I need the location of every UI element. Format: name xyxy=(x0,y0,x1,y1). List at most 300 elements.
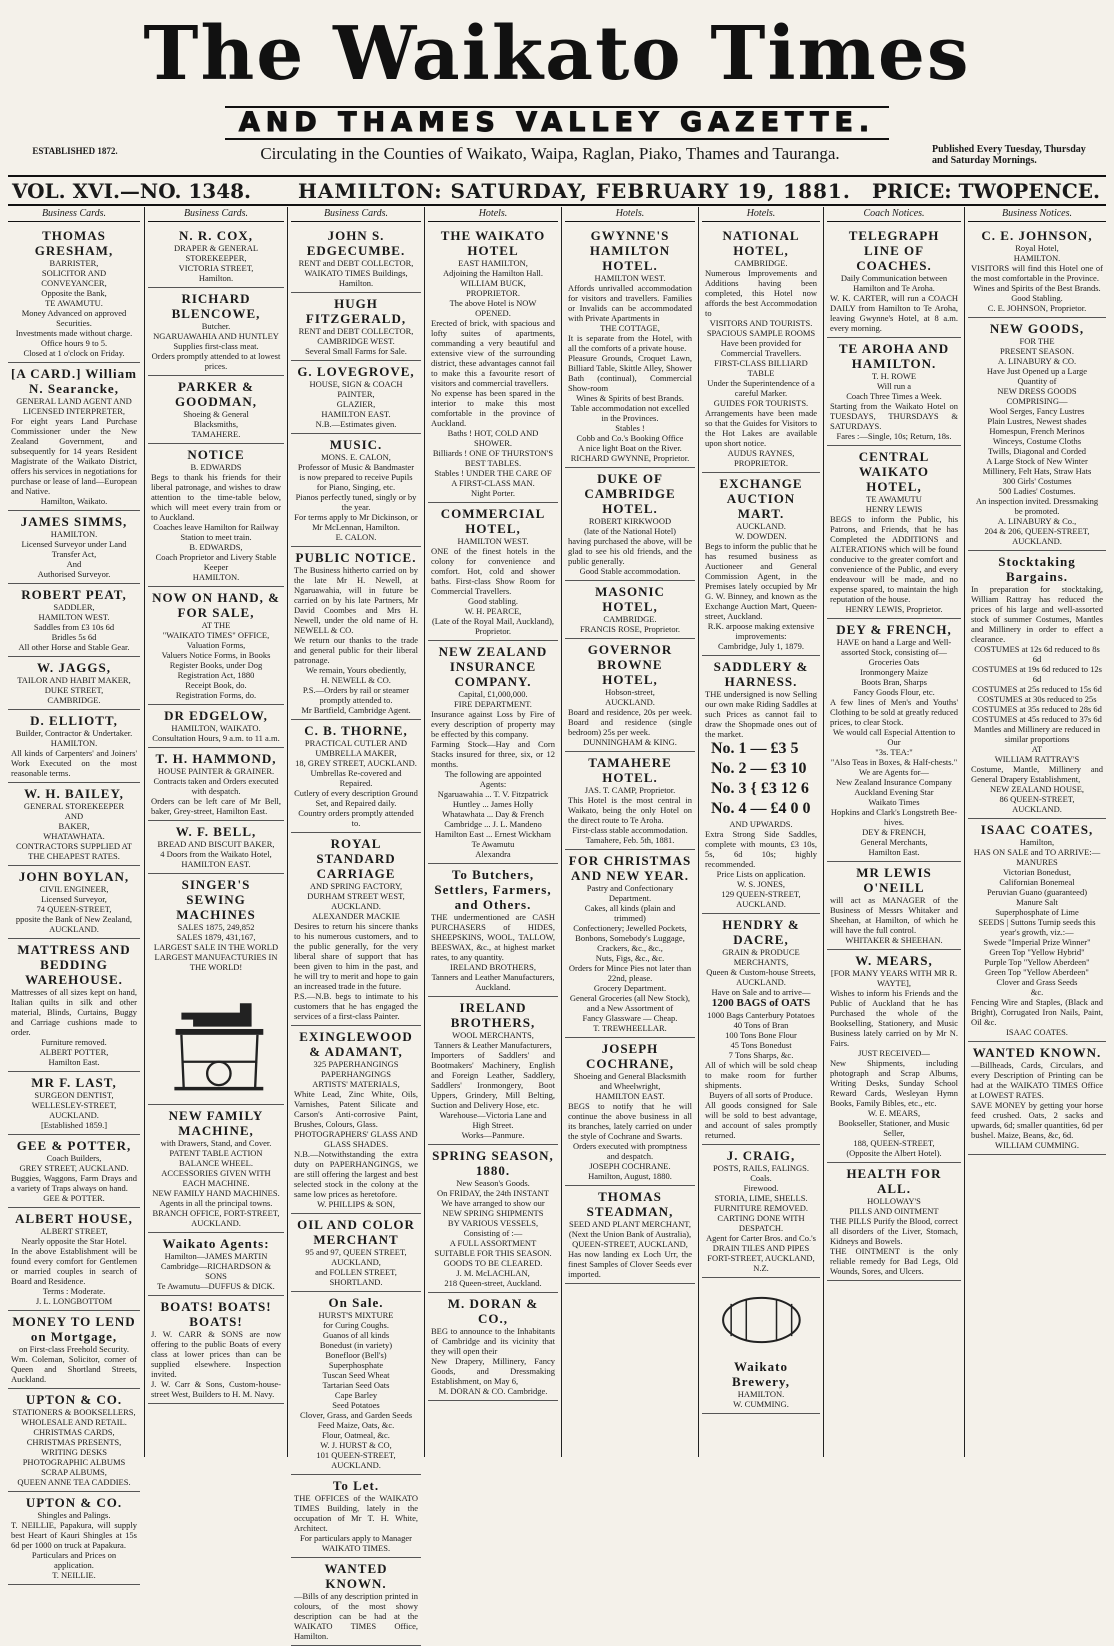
advertisement-line: HAVE on hand a Large and Well-assorted Stock, consisting of— xyxy=(836,637,952,657)
advertisement-line: SURGEON DENTIST, xyxy=(34,1090,114,1100)
advertisement-line: Buggies, Waggons, Farm Drays and a variety of Traps always on hand. xyxy=(11,1173,137,1193)
advertisement xyxy=(291,720,421,833)
advertisement-line: HAS ON SALE and TO ARRIVE:— xyxy=(973,847,1101,857)
advertisement-line: Hamilton. xyxy=(198,273,234,283)
advertisement-line: Agents in all the principal towns. xyxy=(159,1198,273,1208)
advertisement xyxy=(968,1042,1106,1155)
advertisement-line: AUDUS RAYNES, xyxy=(727,448,795,458)
advertisement-line: Investments made without charge. xyxy=(15,328,133,338)
advertisement-line: We are Agents for— xyxy=(859,767,929,777)
advertisement-line: Opposite the Bank, xyxy=(41,288,107,298)
advertisement-line: General Merchants, xyxy=(860,837,928,847)
column-heading: Business Cards. xyxy=(8,207,140,222)
advertisement-line: CAMBRIDGE WEST. xyxy=(317,336,395,346)
advertisement-line: Have on Sale and to arrive— xyxy=(711,987,811,997)
column-3 xyxy=(291,207,421,1641)
advertisement xyxy=(148,1233,284,1296)
advertisement-line: Hamilton, Waikato. xyxy=(40,496,108,506)
advertisement-line: A nice light Boat on the River. xyxy=(578,443,682,453)
advertisement-line: TAMAHERE. xyxy=(191,429,241,439)
advertisement-line: WOOL MERCHANTS, xyxy=(452,1030,534,1040)
rule-top xyxy=(8,175,1106,177)
advertisement-line: Saddles from £3 10s 6d xyxy=(33,622,115,632)
advertisement-line: Nearly opposite the Star Hotel. xyxy=(21,1236,127,1246)
advertisement-line: Daily Communication between Hamilton and Te Aroha. xyxy=(840,273,948,293)
advertisement-line: 1200 BAGS of OATS xyxy=(711,997,811,1009)
advertisement-line: having purchased the above, will be glad to see his old friends, and the public generally. xyxy=(568,536,692,566)
advertisement-line: Seed Potatoes xyxy=(332,1400,380,1410)
advertisement-line: GREY STREET, AUCKLAND. xyxy=(19,1163,129,1173)
advertisement-line: FIRST-CLASS BILLIARD TABLE xyxy=(714,358,808,378)
subtitle-text: AND THAMES VALLEY GAZETTE. xyxy=(225,106,889,140)
advertisement-title: ROBERT PEAT, xyxy=(21,587,127,602)
advertisement-line: Wishes to inform his Friends and the Public of Auckland that he has Purchased the whole of the Bookselling, Stationery, and Music Business lately carried on by Mr N. Fairs. xyxy=(830,988,958,1048)
advertisement-line: Fencing Wire and Staples, (Black and Bright), Corrugated Iron Nails, Paint, Oil &c. xyxy=(971,997,1103,1027)
advertisement-line: GENERAL STOREKEEPER xyxy=(23,801,125,811)
advertisement-line: C. E. JOHNSON, Proprietor. xyxy=(987,303,1087,313)
column-divider xyxy=(144,207,145,1457)
advertisement-line: Homespun, French Merinos xyxy=(989,426,1085,436)
advertisement-title: COMMERCIAL HOTEL, xyxy=(440,506,546,536)
publication-days: Published Every Tuesday, Thursday and Saturday Mornings. xyxy=(932,144,1086,166)
advertisement-title: NEW FAMILY MACHINE, xyxy=(168,1108,264,1138)
advertisement-line: THE COTTAGE, xyxy=(600,323,660,333)
advertisement-line: Guanos of all kinds xyxy=(322,1330,390,1340)
advertisement-title: TELEGRAPH LINE OF COACHES. xyxy=(848,228,940,273)
advertisement-line: In the above Establishment will be found every comfort for Gentlemen or married couples in search of Board and Residence. xyxy=(11,1246,137,1286)
advertisement-line: Bonedust (in variety) xyxy=(319,1340,393,1350)
advertisement-line: STORIA, LIME, SHELLS. xyxy=(714,1193,808,1203)
advertisement-line: A Large Stock of New Winter Millinery, Felt Hats, Straw Hats xyxy=(982,456,1092,476)
column-heading: Hotels. xyxy=(702,207,820,222)
advertisement-line: NEW DRESS GOODS xyxy=(997,386,1077,396)
advertisement-line: Valuers Notice Forms, in Books xyxy=(161,650,271,660)
advertisement-line: Terms : Moderate. xyxy=(42,1286,106,1296)
advertisement-line: Peruvian Guano (guaranteed) xyxy=(986,887,1088,897)
advertisement-title: UPTON & CO. xyxy=(25,1392,123,1407)
advertisement-line: "3s. TEA:" xyxy=(875,747,913,757)
advertisement-line: DUNNINGHAM & KING. xyxy=(583,737,677,747)
advertisement xyxy=(827,446,961,619)
advertisement-line: JUST RECEIVED— xyxy=(858,1048,930,1058)
advertisement xyxy=(565,850,695,1038)
advertisement-title: GEE & POTTER, xyxy=(16,1138,132,1153)
advertisement-line: R.K. arpoose making extensive improvements: xyxy=(707,621,815,641)
advertisement-line: Office hours 9 to 5. xyxy=(40,338,108,348)
advertisement-line: On FRIDAY, the 24th INSTANT xyxy=(437,1188,549,1198)
advertisement xyxy=(8,1492,140,1585)
advertisement-line: VISITORS AND TOURISTS. xyxy=(709,318,813,328)
advertisement-line: W. S. JONES, xyxy=(736,879,786,889)
advertisement xyxy=(148,1105,284,1233)
advertisement-line: Tuscan Seed Wheat xyxy=(322,1370,390,1380)
column-divider xyxy=(698,207,699,1457)
advertisement-line: SOLICITOR AND CONVEYANCER, xyxy=(41,268,107,288)
advertisement-title: Waikato Agents: xyxy=(162,1236,270,1251)
advertisement-line: Auckland Evening Star xyxy=(854,787,934,797)
advertisement-line: EAST HAMILTON, xyxy=(458,258,528,268)
advertisement-line: Registration Forms, do. xyxy=(175,690,257,700)
advertisement-title: PARKER & GOODMAN, xyxy=(174,379,258,409)
advertisement-line: N.B.—Notwithstanding the extra duty on PAPERHANGINGS, we are still offering the largest and best selected stock in the colony at the same low prices as heretofore. xyxy=(294,1149,418,1199)
advertisement-line: PHOTOGRAPHIC ALBUMS xyxy=(22,1457,126,1467)
advertisement xyxy=(8,1311,140,1389)
advertisement-title: THOMAS GRESHAM, xyxy=(34,228,114,258)
advertisement xyxy=(428,503,558,641)
advertisement xyxy=(291,1475,421,1558)
advertisement-line: RENT and DEBT COLLECTOR, xyxy=(298,326,414,336)
advertisement-line: Country orders promptly attended to. xyxy=(298,808,414,828)
advertisement-line: Desires to return his sincere thanks to his numerous customers, and to the public generally, for the very liberal share of support that has been given to him in the past, and he will try to merit and hope to gain an increased trade in the future. xyxy=(294,921,418,991)
advertisement-line: Good Stable accommodation. xyxy=(579,566,681,576)
advertisement-line: B. EDWARDS, xyxy=(189,542,243,552)
advertisement-line: GRAIN & PRODUCE MERCHANTS, xyxy=(722,947,800,967)
advertisement-line: For terms apply to Mr Dickinson, or Mr McLennan, Hamilton. xyxy=(294,512,418,532)
advertisement-line: GENERAL LAND AGENT AND LICENSED INTERPRETER, xyxy=(16,396,132,416)
advertisement-line: IRELAND BROTHERS, xyxy=(450,962,536,972)
advertisement-title: OIL AND COLOR MERCHANT xyxy=(297,1217,415,1247)
advertisement-line: Table accommodation not excelled in the Provinces. xyxy=(570,403,690,423)
advertisement xyxy=(8,363,140,511)
advertisement-line: —Bills of any description printed in colours, of the most showy description can be had at the WAIKATO TIMES Office, Hamilton. xyxy=(294,1591,418,1641)
advertisement-line: RICHARD GWYNNE, Proprietor. xyxy=(570,453,690,463)
advertisement-title: GOVERNOR BROWNE HOTEL, xyxy=(587,642,673,687)
advertisement-line: NEW SPRING SHIPMENTS xyxy=(442,1208,544,1218)
advertisement-line: Wines and Spirits of the Best Brands. xyxy=(973,283,1101,293)
advertisement-line: No. 4 — £4 0 0 xyxy=(711,800,811,817)
advertisement xyxy=(702,914,820,1145)
advertisement-line: BEGS to notify that he will continue the above business in all its branches, lately carried on under the style of Cochrane and Swarts. xyxy=(568,1101,692,1141)
advertisement-line: (late of the National Hotel) xyxy=(583,526,677,536)
advertisement-line: for Curing Coughs. xyxy=(323,1320,389,1330)
advertisement-line: New Season's Goods. xyxy=(456,1178,530,1188)
advertisement-line: All other Horse and Stable Gear. xyxy=(18,642,130,652)
advertisement-line: [FOR MANY YEARS WITH MR R. WAYTE], xyxy=(830,968,958,988)
advertisement-line: ACCESSORIES GIVEN WITH EACH MACHINE. xyxy=(161,1168,271,1188)
advertisement xyxy=(148,288,284,376)
advertisement-line: W. J. HURST & CO, xyxy=(320,1440,392,1450)
advertisement-line: Stables ! xyxy=(615,423,645,433)
advertisement-line: CAMBRIDGE. xyxy=(603,614,657,624)
advertisement-line: A. LINABURY & CO. xyxy=(997,356,1077,366)
advertisement-line: 74 QUEEN-STREET, xyxy=(36,904,112,914)
advertisement xyxy=(8,710,140,783)
advertisement-line: Victorian Bonedust, xyxy=(1003,867,1071,877)
rule-bottom xyxy=(8,204,1106,206)
advertisement xyxy=(291,833,421,1026)
advertisement-line: SEEDS | Suttons Turnip seeds this year's growth, viz.:— xyxy=(978,917,1096,937)
advertisement-line: HOUSE, SIGN & COACH PAINTER, xyxy=(309,379,403,399)
advertisement-line: TAILOR AND HABIT MAKER, xyxy=(17,675,131,685)
advertisement-line: 188, QUEEN-STREET, xyxy=(853,1138,935,1148)
advertisement-line: [Established 1859.] xyxy=(40,1120,108,1130)
advertisement xyxy=(291,293,421,361)
advertisement-line: Hamilton, xyxy=(1019,837,1055,847)
advertisement-line: Hamilton East. xyxy=(868,847,920,857)
advertisement-line: Will run a xyxy=(876,381,912,391)
advertisement-line: Groceries Oats xyxy=(868,657,920,667)
advertisement-title: SADDLERY & HARNESS. xyxy=(713,659,809,689)
advertisement xyxy=(968,318,1106,551)
advertisement-line: Builder, Contractor & Undertaker. xyxy=(15,728,133,738)
advertisement-line: Cakes, all kinds (plain and trimmed) xyxy=(584,903,676,923)
advertisement-line: Flour, Oatmeal, &c. xyxy=(322,1430,390,1440)
advertisement-line: Works—Panmure. xyxy=(461,1130,525,1140)
advertisement xyxy=(291,361,421,434)
advertisement-title: IRELAND BROTHERS, xyxy=(450,1000,536,1030)
newspaper-title: The Waikato Times xyxy=(143,11,971,97)
advertisement-line: Buyers of all sorts of Produce. xyxy=(709,1090,813,1100)
advertisement-line: We would call Especial Attention to Our xyxy=(832,727,956,747)
advertisement-line: Have Just Opened up a Large Quantity of xyxy=(986,366,1088,386)
advertisement-title: C. E. JOHNSON, xyxy=(981,228,1093,243)
advertisement-line: Authorised Surveyor. xyxy=(37,569,111,579)
advertisement-line: T. NEILLIE. xyxy=(52,1570,96,1580)
advertisement-line: Mr Bartfield, Cambridge Agent. xyxy=(301,705,411,715)
advertisement-line: COSTUMES at 30s reduced to 25s xyxy=(977,694,1097,704)
advertisement-title: DR EDGELOW, xyxy=(164,708,268,723)
advertisement xyxy=(565,1038,695,1186)
advertisement-line: Has now landing ex Loch Urr, the finest Samples of Clover Seeds ever imported. xyxy=(568,1249,692,1279)
advertisement-line: Bookseller, Stationer, and Music Seller, xyxy=(838,1118,950,1138)
advertisement-line: FURNITURE REMOVED. xyxy=(714,1203,808,1213)
advertisement-title: RICHARD BLENCOWE, xyxy=(171,291,261,321)
advertisement xyxy=(8,657,140,710)
advertisement-line: Coach Builders, xyxy=(46,1153,102,1163)
advertisement xyxy=(8,783,140,866)
advertisement-line: CONTRACTORS SUPPLIED AT THE CHEAPEST RATES. xyxy=(15,841,133,861)
advertisement-line: "Also Teas in Boxes, & Half-chests." xyxy=(830,757,958,767)
advertisement-title: MATTRESS AND BEDDING WAREHOUSE. xyxy=(17,942,131,987)
advertisement-line: Grocery Department. xyxy=(593,983,667,993)
column-heading: Hotels. xyxy=(565,207,695,222)
advertisement-line: Tartarian Seed Oats xyxy=(322,1380,390,1390)
advertisement-line: Valuation Forms, xyxy=(186,640,246,650)
advertisement-title: WANTED KNOWN. xyxy=(324,1561,388,1591)
advertisement-line: Tanners and Leather Manufacturers, Auckland. xyxy=(431,972,555,992)
advertisement-line: HAMILTON EAST. xyxy=(181,859,251,869)
advertisement-title: EXINGLEWOOD & ADAMANT, xyxy=(299,1029,413,1059)
advertisement xyxy=(291,1026,421,1214)
advertisement-line: Ngaruawahia ... T. V. Fitzpatrick xyxy=(437,789,549,799)
advertisement-line: N.B.—Estimates given. xyxy=(315,419,397,429)
advertisement-line: PROPRIETOR. xyxy=(734,458,788,468)
advertisement-line: For particulars apply to Manager WAIKATO TIMES. xyxy=(300,1533,412,1553)
columns xyxy=(8,207,1106,1641)
advertisement-line: Professor of Music & Bandmaster xyxy=(297,462,415,472)
advertisement-line: BRANCH OFFICE, FORT-STREET, AUCKLAND. xyxy=(152,1208,280,1228)
advertisement xyxy=(827,950,961,1163)
advertisement-title: G. LOVEGROVE, xyxy=(297,364,415,379)
advertisement-line: HAMILTON WEST. xyxy=(594,273,666,283)
advertisement-line: WHITAKER & SHEEHAN. xyxy=(845,935,943,945)
advertisement-line: THE undersigned is now Selling our own make Riding Saddles at such Prices as cannot fail to draw the Shopmade ones out of the market. xyxy=(705,689,817,739)
advertisement-title: ROYAL STANDARD CARRIAGE xyxy=(316,836,396,881)
advertisement xyxy=(702,473,820,656)
advertisement-line: Shoeing and General Blacksmith and Wheelwright, xyxy=(573,1071,687,1091)
advertisement-line: AUCKLAND. xyxy=(49,1110,99,1120)
column-divider xyxy=(424,207,425,1457)
advertisement-line: Warehouse—Victoria Lane and High Street. xyxy=(439,1110,547,1130)
advertisement-line: Cutlery of every description Ground Set, and Repaired daily. xyxy=(294,788,418,808)
advertisement-title: HUGH FITZGERALD, xyxy=(305,296,407,326)
advertisement-line: COSTUMES at 25s reduced to 15s 6d xyxy=(972,684,1102,694)
advertisement-line: Money Advanced on approved Securities. xyxy=(21,308,127,328)
advertisement-line: on First-class Freehold Security. xyxy=(19,1344,129,1354)
column-5 xyxy=(565,207,695,1457)
sewing-machine-illustration xyxy=(158,976,275,1096)
advertisement-line: 129 QUEEN-STREET, AUCKLAND. xyxy=(721,889,801,909)
advertisement-title: MR LEWIS O'NEILL xyxy=(856,865,932,895)
advertisement-line: This Hotel is the most central in Waikato, being the only Hotel on the direct route to Te Aroha. xyxy=(568,795,692,825)
advertisement-line: CHRISTMAS CARDS, xyxy=(33,1427,115,1437)
advertisement-line: HURST'S MIXTURE xyxy=(318,1310,394,1320)
advertisement-line: MANURES xyxy=(1016,857,1058,867)
advertisement-line: Hamilton, August, 1880. xyxy=(588,1171,672,1181)
advertisement-line: Hobson-street, xyxy=(605,687,655,697)
advertisement-line: LARGEST SALE IN THE WORLD xyxy=(153,942,279,952)
advertisement-line: COSTUMES at 45s reduced to 37s 6d xyxy=(972,714,1102,724)
advertisement-title: [A CARD.] William N. Searancke, xyxy=(11,366,137,396)
advertisement-line: RENT and DEBT COLLECTOR, xyxy=(298,258,414,268)
advertisement-line: Feed Maize, Oats, &c. xyxy=(317,1420,395,1430)
advertisement-line: Purple Top "Yellow Aberdeen" xyxy=(984,957,1090,967)
advertisement-line: 40 Tons of Bran xyxy=(733,1020,789,1030)
advertisement-line: All of which will be sold cheap to make room for further shipments. xyxy=(705,1060,817,1090)
advertisement-line: HENRY LEWIS xyxy=(865,504,923,514)
advertisement-line: A. LINABURY & Co., xyxy=(997,516,1077,526)
column-divider xyxy=(287,207,288,1457)
advertisement-line: DEY & FRENCH, xyxy=(862,827,926,837)
advertisement-line: And xyxy=(66,559,82,569)
advertisement-line: Extra Strong Side Saddles, complete with mounts, £3 10s, 5s, 6d 10s; highly recommended. xyxy=(705,829,817,869)
advertisement-line: Closed at 1 o'clock on Friday. xyxy=(23,348,125,358)
advertisement xyxy=(428,864,558,997)
advertisement-line: 18, GREY STREET, AUCKLAND. xyxy=(295,758,417,768)
advertisement-line: 101 QUEEN-STREET, AUCKLAND. xyxy=(316,1450,396,1470)
advertisement-line: Orders executed with promptness and despatch. xyxy=(572,1141,687,1161)
advertisement-line: W. DOWDEN. xyxy=(735,531,787,541)
advertisement-line: JAS. T. CAMP, Proprietor. xyxy=(584,785,676,795)
advertisement-title: PUBLIC NOTICE. xyxy=(295,550,417,565)
advertisement-line: FRANCIS ROSE, Proprietor. xyxy=(579,624,681,634)
advertisement-line: W. H. PEARCE, xyxy=(464,606,522,616)
advertisement xyxy=(827,1163,961,1281)
advertisement-line: General Groceries (all New Stock), and a New Assortment of xyxy=(569,993,691,1013)
advertisement-line: HAMILTON. xyxy=(50,738,98,748)
advertisement-line: Hopkins and Clark's Longstreth Bee-hives. xyxy=(830,807,958,827)
advertisement-line: BEGS to inform the Public, his Patrons, and Friends, that he has Completed the ADDITIONS and ALTERATIONS which will be found conducive to the greater comfort and convenience of the Public, and every endeavour will be made, and no expense spared, to maintain the high reputation of the house. xyxy=(830,514,958,604)
advertisement-line: Cambridge ... J. L. Mandeno xyxy=(444,819,542,829)
column-6 xyxy=(702,207,820,1457)
advertisement-line: An inspection invited. Dressmaking be promoted. xyxy=(975,496,1099,516)
advertisement-line: For eight years Land Purchase Commissioner under the New Zealand Government, and subsequently for 14 years Resident Magistrate of the Waikato District, offers his services in negotiations for purchase or lease of land—European and Native. xyxy=(11,416,137,496)
advertisement-line: DRAPER & GENERAL STOREKEEPER, xyxy=(173,243,259,263)
advertisement-line: Royal Hotel, xyxy=(1015,243,1059,253)
advertisement-line: We return our thanks to the trade and general public for their liberal patronage. xyxy=(294,635,418,665)
advertisement-line: 204 & 206, QUEEN-STREET, xyxy=(984,526,1090,536)
advertisement-line: Furniture removed. xyxy=(41,1037,107,1047)
advertisement-line: W. K. CARTER, will run a COACH DAILY from Hamilton to Te Aroha, leaving Gwynne's Hotel, at 8 a.m. every morning. xyxy=(830,293,958,333)
advertisement-title: TAMAHERE HOTEL. xyxy=(588,755,672,785)
advertisement-line: AUCKLAND. xyxy=(736,977,786,987)
advertisement-line: ALBERT POTTER, xyxy=(39,1047,109,1057)
advertisement-line: JOSEPH COCHRANE. xyxy=(589,1161,671,1171)
advertisement-line: 325 PAPERHANGINGS xyxy=(313,1059,399,1069)
advertisement-line: (Late of the Royal Mail, Auckland), xyxy=(431,616,555,626)
advertisement xyxy=(428,997,558,1145)
advertisement xyxy=(148,587,284,705)
advertisement-line: PRACTICAL CUTLER AND UMBRELLA MAKER, xyxy=(304,738,408,758)
advertisement-line: THE undermentioned are CASH PURCHASERS of HIDES, SHEEPSKINS, WOOL, TALLOW, BEESWAX, &c., at highest market rates, to any quantity. xyxy=(431,912,555,962)
advertisement-line: GEE & POTTER. xyxy=(43,1193,105,1203)
advertisement-line: PILLS AND OINTMENT xyxy=(849,1206,939,1216)
advertisement-line: HOUSE PAINTER & GRAINER. xyxy=(157,766,275,776)
column-heading: Coach Notices. xyxy=(827,207,961,222)
advertisement-line: Bonbons, Somebody's Luggage, xyxy=(575,933,685,943)
advertisement-line: We have arranged to show our xyxy=(441,1198,545,1208)
advertisement-line: FORT-STREET, AUCKLAND, N.Z. xyxy=(707,1253,815,1273)
advertisement xyxy=(565,1186,695,1284)
advertisement-line: DURHAM STREET WEST, AUCKLAND. xyxy=(307,891,405,911)
advertisement-line: HAMILTON WEST. xyxy=(38,612,110,622)
advertisement-line: Capital, £1,000,000. xyxy=(458,689,528,699)
column-7 xyxy=(827,207,961,1457)
advertisement-line: Boots Bran, Sharps xyxy=(861,677,927,687)
advertisement-line: STATIONERS & BOOKSELLERS, xyxy=(12,1407,136,1417)
advertisement-line: CHRISTMAS PRESENTS, xyxy=(26,1437,122,1447)
advertisement-title: SPRING SEASON, 1880. xyxy=(432,1148,554,1178)
advertisement-line: Hamilton East. xyxy=(48,1057,100,1067)
advertisement-line: Mattresses of all sizes kept on hand, Italian quilts in silk and other material, Blinds, Curtains, Buggy and Carriage cushions made to order. xyxy=(11,987,137,1037)
advertisement-line: FOR THE xyxy=(1019,336,1055,346)
advertisement-line: New Shipments, including photograph and Scrap Albums, Writing Desks, Sunday School Reward Cards, Wesleyan Hymn Books, Family Bibles, etc., etc. xyxy=(830,1058,958,1108)
advertisement-line: ISAAC COATES. xyxy=(1006,1027,1068,1037)
advertisement-line: J. W. Carr & Sons, Custom-house-street West, Builders to H. M. Navy. xyxy=(151,1379,281,1399)
advertisement xyxy=(148,444,284,587)
advertisement-line: Licensed Surveyor under Land Transfer Act, xyxy=(21,539,127,559)
advertisement-title: JOHN BOYLAN, xyxy=(18,869,130,884)
advertisement-title: UPTON & CO. xyxy=(25,1495,123,1510)
advertisement-line: New Drapery, Millinery, Fancy Goods, and Dressmaking Establishment, on May 6, xyxy=(431,1356,555,1386)
advertisement-line: E. CALON. xyxy=(335,532,377,542)
advertisement xyxy=(702,656,820,914)
advertisement-line: NEW ZEALAND HOUSE, xyxy=(989,784,1085,794)
advertisement-title: BOATS! BOATS! BOATS! xyxy=(160,1299,272,1329)
advertisement-line: Pianos perfectly tuned, singly or by the year. xyxy=(295,492,417,512)
advertisement-line: GLAZIER, xyxy=(336,399,376,409)
advertisement-title: To Let. xyxy=(332,1478,380,1493)
advertisement-line: 86 QUEEN-STREET, xyxy=(999,794,1075,804)
advertisement-title: NOTICE xyxy=(187,447,245,462)
advertisement-title: NATIONAL HOTEL, xyxy=(722,228,800,258)
advertisement-line: Fares :—Single, 10s; Return, 18s. xyxy=(836,431,952,441)
advertisement-line: W. PHILLIPS & SON, xyxy=(317,1199,395,1209)
advertisement-line: Tamahere, Feb. 5th, 1881. xyxy=(585,835,675,845)
advertisement-line: Green Top "Yellow Hybrid" xyxy=(989,947,1085,957)
advertisement-line: Shingles and Palings. xyxy=(37,1510,111,1520)
column-divider xyxy=(561,207,562,1457)
advertisement-line: T. TREWHEELLAR. xyxy=(593,1023,667,1033)
advertisement-line: W. CUMMING. xyxy=(733,1399,789,1409)
advertisement-title: NEW GOODS, xyxy=(989,321,1085,336)
advertisement-line: BAKER, xyxy=(58,821,90,831)
advertisement-line: WILLIAM RATTRAY'S xyxy=(994,754,1080,764)
advertisement xyxy=(565,468,695,581)
advertisement xyxy=(565,752,695,850)
advertisement-line: Blacksmiths, xyxy=(193,419,239,429)
advertisement-line: Billiards ! ONE OF THURSTON'S BEST TABLES. xyxy=(432,448,554,468)
